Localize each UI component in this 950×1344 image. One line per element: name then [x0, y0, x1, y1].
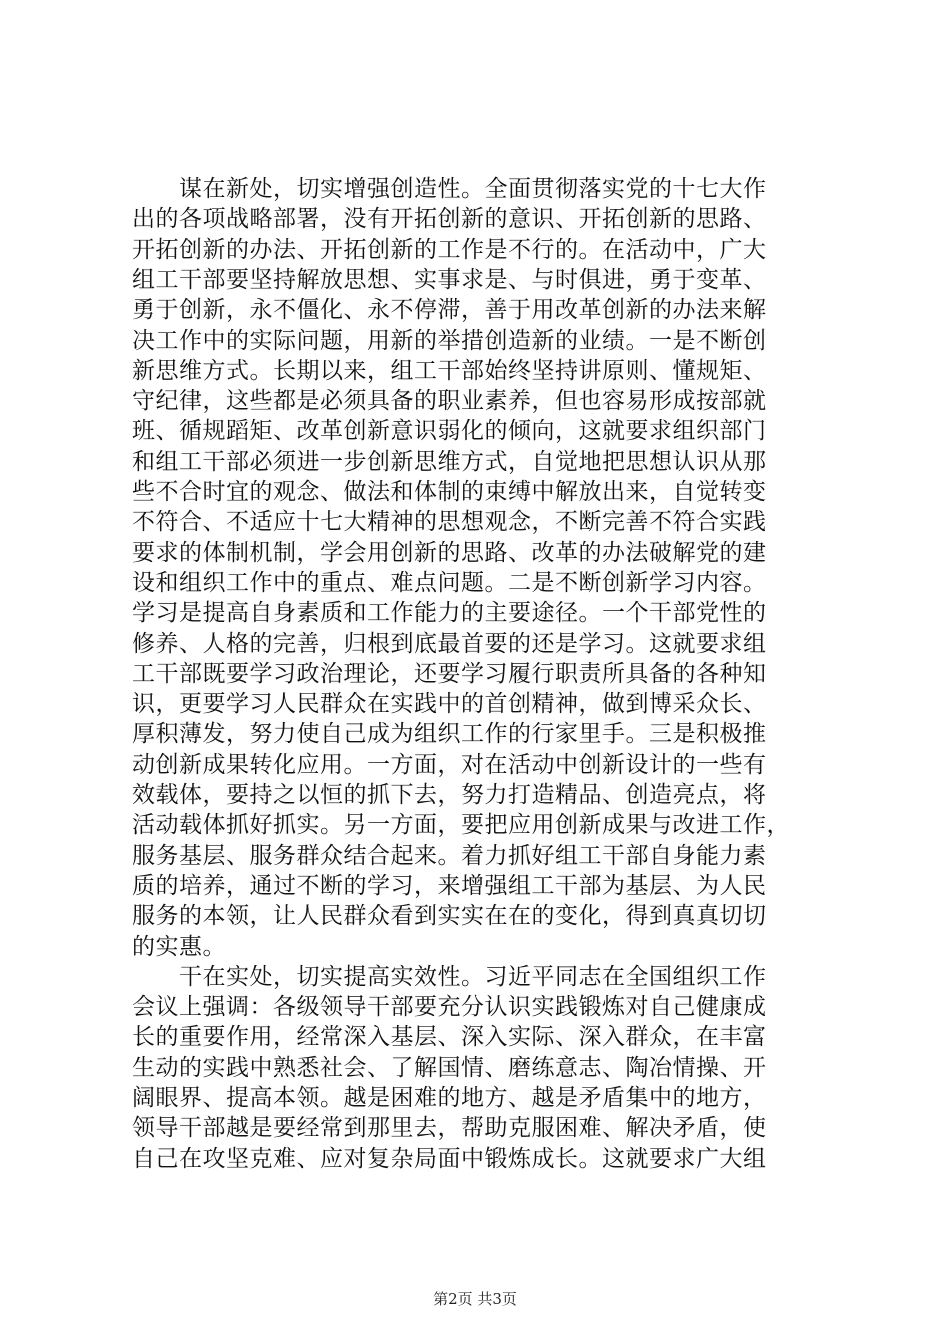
text-line: 动创新成果转化应用。一方面，对在活动中创新设计的一些有: [132, 752, 767, 778]
text-line: 和组工干部必须进一步创新思维方式，自觉地把思想认识从那: [132, 449, 767, 475]
text-line: 开拓创新的办法、开拓创新的工作是不行的。在活动中，广大: [132, 237, 767, 263]
page-footer: 第2页 共3页: [433, 1290, 517, 1308]
text-line: 组工干部要坚持解放思想、实事求是、与时俱进，勇于变革、: [132, 267, 767, 293]
text-line: 设和组织工作中的重点、难点问题。二是不断创新学习内容。: [132, 570, 767, 596]
text-line: 长的重要作用，经常深入基层、深入实际、深入群众，在丰富: [132, 1024, 767, 1050]
text-line: 谋在新处，切实增强创造性。全面贯彻落实党的十七大作: [132, 176, 767, 202]
text-line: 出的各项战略部署，没有开拓创新的意识、开拓创新的思路、: [132, 206, 767, 232]
text-line: 生动的实践中熟悉社会、了解国情、磨练意志、陶冶情操、开: [132, 1055, 767, 1081]
text-line: 厚积薄发，努力使自己成为组织工作的行家里手。三是积极推: [132, 721, 767, 747]
text-line: 新思维方式。长期以来，组工干部始终坚持讲原则、懂规矩、: [132, 358, 767, 384]
text-line: 质的培养，通过不断的学习，来增强组工干部为基层、为人民: [132, 873, 767, 899]
text-line: 阔眼界、提高本领。越是困难的地方、越是矛盾集中的地方，: [132, 1085, 767, 1111]
text-line: 勇于创新，永不僵化、永不停滞，善于用改革创新的办法来解: [132, 297, 767, 323]
text-line: 决工作中的实际问题，用新的举措创造新的业绩。一是不断创: [132, 328, 767, 354]
text-line: 学习是提高自身素质和工作能力的主要途径。一个干部党性的: [132, 600, 767, 626]
text-line: 服务的本领，让人民群众看到实实在在的变化，得到真真切切: [132, 903, 767, 929]
text-line: 守纪律，这些都是必须具备的职业素养，但也容易形成按部就: [132, 388, 767, 414]
text-line: 识，更要学习人民群众在实践中的首创精神，做到博采众长、: [132, 691, 767, 717]
text-line: 要求的体制机制，学会用创新的思路、改革的办法破解党的建: [132, 540, 767, 566]
text-line: 的实惠。: [132, 934, 226, 960]
text-line: 活动载体抓好抓实。另一方面，要把应用创新成果与改进工作，: [132, 812, 790, 838]
text-line: 会议上强调：各级领导干部要充分认识实践锻炼对自己健康成: [132, 994, 767, 1020]
text-line: 班、循规蹈矩、改革创新意识弱化的倾向，这就要求组织部门: [132, 418, 767, 444]
text-line: 修养、人格的完善，归根到底最首要的还是学习。这就要求组: [132, 631, 767, 657]
text-line: 干在实处，切实提高实效性。习近平同志在全国组织工作: [132, 964, 767, 990]
text-line: 不符合、不适应十七大精神的思想观念，不断完善不符合实践: [132, 509, 767, 535]
text-line: 领导干部越是要经常到那里去，帮助克服困难、解决矛盾，使: [132, 1115, 767, 1141]
text-line: 自己在攻坚克难、应对复杂局面中锻炼成长。这就要求广大组: [132, 1146, 767, 1172]
text-line: 服务基层、服务群众结合起来。着力抓好组工干部自身能力素: [132, 843, 767, 869]
text-line: 工干部既要学习政治理论，还要学习履行职责所具备的各种知: [132, 661, 767, 687]
text-line: 效载体，要持之以恒的抓下去，努力打造精品、创造亮点，将: [132, 782, 767, 808]
text-line: 些不合时宜的观念、做法和体制的束缚中解放出来，自觉转变: [132, 479, 767, 505]
